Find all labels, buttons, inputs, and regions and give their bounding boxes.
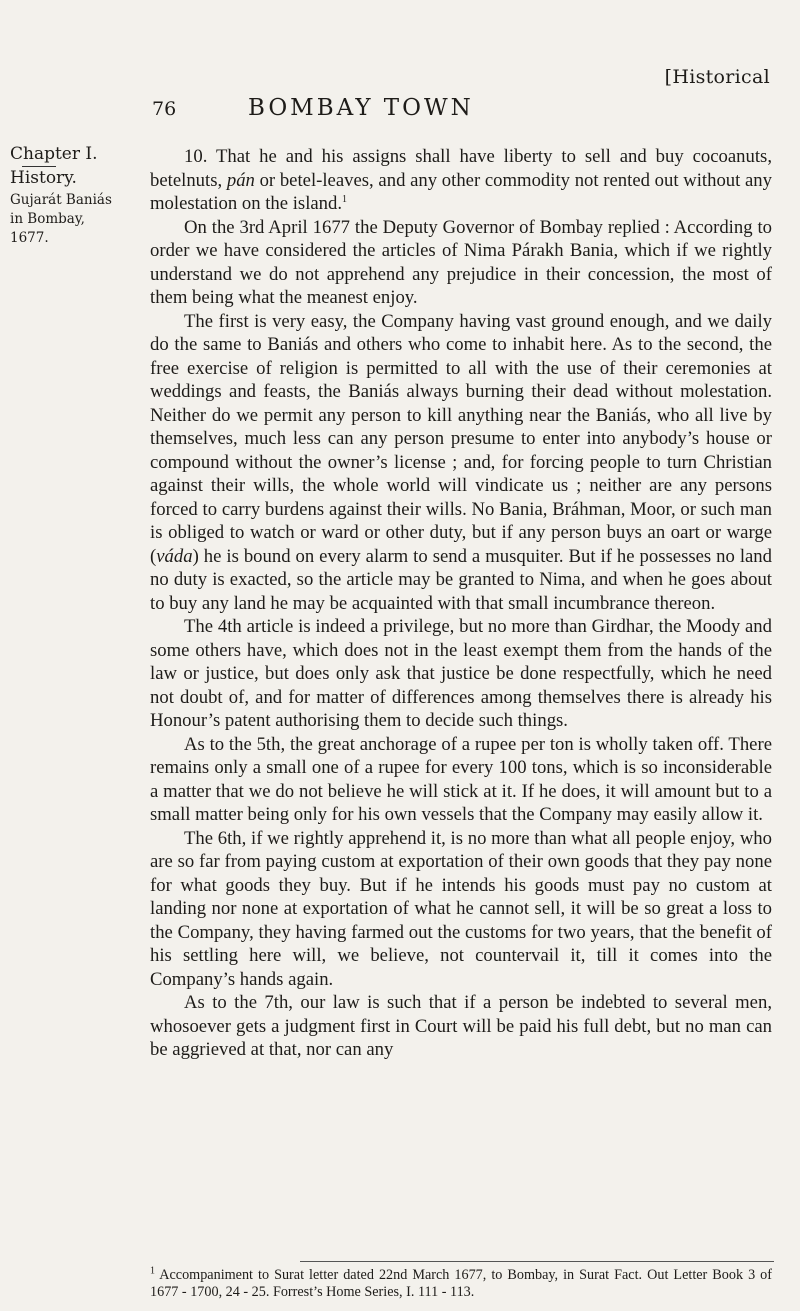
section-header: [Historical [664, 66, 770, 88]
page-number: 76 [152, 98, 177, 120]
margin-subject-line: in Bombay, [10, 211, 85, 227]
paragraph: On the 3rd April 1677 the Deputy Governor of Bombay replied : According to order we have considered the articles of Nima Párakh Bania, which if we rightly understand we do not apprehend any prejudice in their concession, the most of them being what the meanest enjoy. [150, 216, 772, 308]
paragraph-text: The first is very easy, the Company having vast ground enough, and we daily do the same to Baniás and others who come to inhabit here. As to the second, the free exercise of religion is permitted to all with the use of their ceremonies at weddings and feasts, the Baniás always burning their dead without molestation. Neither do we permit any person to kill anything near the Baniás, who all live by themselves, much less can any person presume to enter into anybody’s house or compound without the owner’s license ; and, for forcing people to turn Christian against their wills, the whole world will vindicate us ; neither are any persons forced to carry burdens against their wills. No Bania, Bráhman, Moor, or such man is obliged to watch or ward or other duty, but if any person buys an oart or warge ( [150, 310, 772, 567]
margin-chapter: Chapter I. [10, 144, 98, 164]
paragraph: The 4th article is indeed a privilege, but no more than Girdhar, the Moody and some others have, which does not in the least exempt them from the hands of the law or justice, but does only ask that justice be done respectfully, which he need not doubt of, and for matter of differences among themselves there is already his Honour’s patent authorising them to decide such things. [150, 616, 772, 731]
paragraph-text: or betel-leaves, and any other commodity not rented out without any molestation on the island. [150, 169, 772, 214]
footnote-marker: 1 [150, 1265, 155, 1277]
paragraph [150, 145, 772, 216]
footnote-divider [300, 1261, 774, 1262]
margin-history: History. [10, 168, 77, 188]
italic-term: pán [226, 169, 255, 191]
margin-subject-line: 1677. [10, 230, 49, 246]
paragraph [150, 310, 772, 616]
footnote [150, 1267, 772, 1301]
paragraph: As to the 7th, our law is such that if a person be indebted to several men, whosoever gets a judgment first in Court will be paid his full debt, but no man can be aggrieved at that, nor can any [150, 992, 772, 1060]
margin-rule [22, 166, 56, 167]
italic-term: váda [156, 545, 193, 567]
margin-subject-line: Gujarát Baniás [10, 192, 112, 208]
body-text [150, 145, 772, 1062]
footnote-text: Accompaniment to Surat letter dated 22nd March 1677, to Bombay, in Surat Fact. Out Letter Book 3 of 1677 - 1700, 24 - 25. Forrest’s Home Series, I. 111 - 113. [150, 1267, 772, 1300]
paragraph-text: ) he is bound on every alarm to send a musquiter. But if he possesses no land no duty is exacted, so the article may be granted to Nima, and when he goes about to buy any land he may be acquainted with that small incumbrance thereon. [150, 545, 772, 614]
footnote-reference: 1 [342, 193, 348, 205]
margin-notes [10, 145, 125, 248]
paragraph: The 6th, if we rightly apprehend it, is no more than what all people enjoy, who are so far from paying custom at exportation of their own goods that they pay none for what goods they buy. But if he intends his goods must pay no custom at landing nor none at exportation of what he cannot sell, it will be so great a loss to the Company, they having farmed out the customs for two years, that the benefit of his settling here will, we believe, not countervail it, till it comes into the Company’s hands again. [150, 827, 772, 990]
paragraph: As to the 5th, the great anchorage of a rupee per ton is wholly taken off. There remains only a small one of a rupee for every 100 tons, which is so inconsiderable a matter that we do not believe he will stick at it. If he does, it will amount but to a small matter being only for his own vessels that the Company may easily allow it. [150, 733, 772, 825]
paragraph-text: 10. That he and his assigns shall have liberty to sell and buy cocoanuts, betelnuts, [150, 146, 772, 191]
running-title: BOMBAY TOWN [248, 95, 474, 121]
